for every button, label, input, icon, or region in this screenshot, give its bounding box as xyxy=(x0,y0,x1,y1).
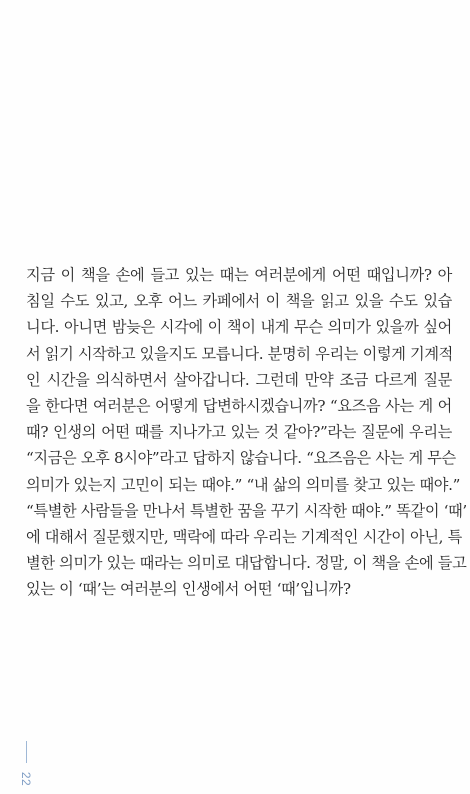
text-line: “특별한 사람들을 만나서 특별한 꿈을 꾸기 시작한 때야.” 똑같이 ‘때’ xyxy=(26,501,467,520)
text-line: 을 한다면 여러분은 어떻게 답변하시겠습니까? “요즈음 사는 게 어 xyxy=(26,396,452,415)
text-line: 침일 수도 있고, 오후 어느 카페에서 이 책을 읽고 있을 수도 있습 xyxy=(26,292,452,311)
body-paragraph xyxy=(26,262,467,602)
text-line: 서 읽기 시작하고 있을지도 모릅니다. 분명히 우리는 이렇게 기계적 xyxy=(26,344,453,363)
text-line: 의미가 있는지 고민이 되는 때야.” “내 삶의 의미를 찾고 있는 때야.” xyxy=(26,475,461,494)
text-line: 지금 이 책을 손에 들고 있는 때는 여러분에게 어떤 때입니까? 아 xyxy=(26,266,452,284)
text-line: 인 시간을 의식하면서 살아갑니다. 그런데 만약 조금 다르게 질문 xyxy=(26,370,452,389)
text-line: 에 대해서 질문했지만, 맥락에 따라 우리는 기계적인 시간이 아닌, 특 xyxy=(26,527,462,546)
text-line: 별한 의미가 있는 때라는 의미로 대답합니다. 정말, 이 책을 손에 들고 xyxy=(26,554,467,573)
folio-divider xyxy=(26,741,27,763)
text-line: 니다. 아니면 밤늦은 시각에 이 책이 내게 무슨 의미가 있을까 싶어 xyxy=(26,318,452,337)
text-line: 있는 이 ‘때’는 여러분의 인생에서 어떤 ‘때’입니까? xyxy=(26,580,351,599)
page-number: 22 xyxy=(19,771,34,787)
text-line: 때? 인생의 어떤 때를 지나가고 있는 것 같아?”라는 질문에 우리는 xyxy=(26,423,452,442)
text-line: “지금은 오후 8시야”라고 답하지 않습니다. “요즈음은 사는 게 무슨 xyxy=(26,449,456,468)
